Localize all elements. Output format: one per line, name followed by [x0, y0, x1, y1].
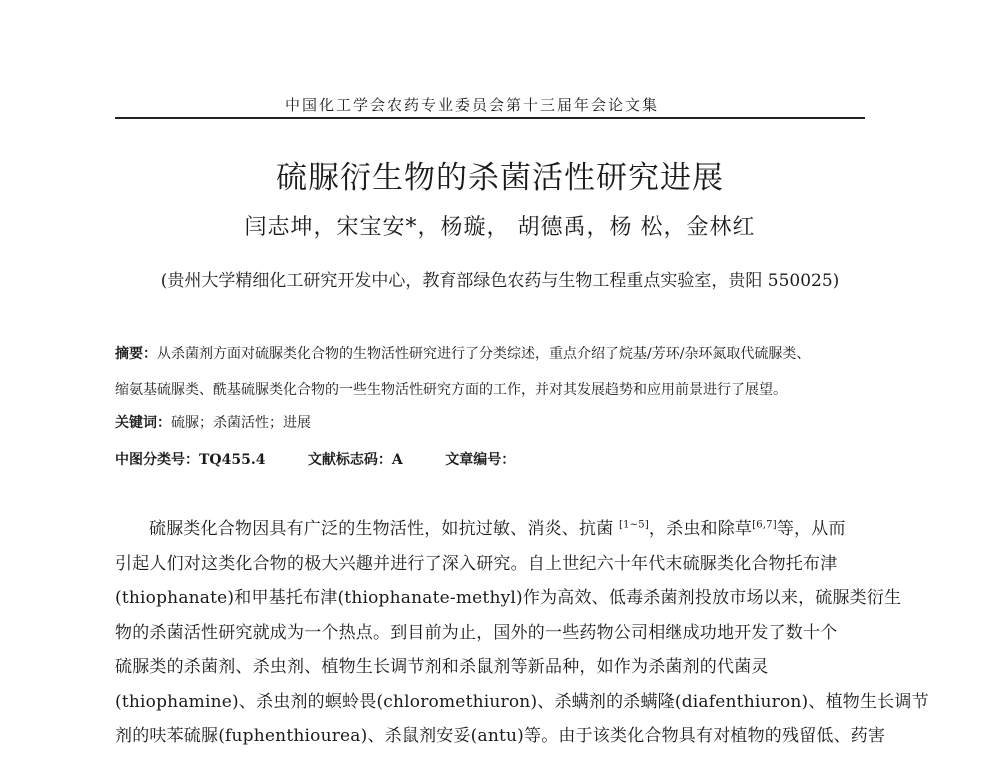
abstract-line-2: 缩氨基硫脲类、酰基硫脲类化合物的一些生物活性研究方面的工作，并对其发展趋势和应用前景进行了展望。 — [115, 382, 787, 398]
article-no-label: 文章编号： — [445, 452, 516, 468]
body-text-1c: 等，从而 — [776, 519, 846, 539]
body-text-1b: ，杀虫和除草 — [648, 519, 753, 539]
body-line-5: 硫脲类的杀菌剂、杀虫剂、植物生长调节剂和杀鼠剂等新品种，如作为杀菌剂的代菌灵 — [115, 657, 769, 677]
body-line-6: (thiophamine)、杀虫剂的螟蛉畏(chloromethiuron)、杀螨剂的杀螨隆(diafenthiuron)、植物生长调节 — [115, 692, 929, 712]
abstract-label: 摘要： — [115, 346, 157, 362]
body-line-4: 物的杀菌活性研究就成为一个热点。到目前为止，国外的一些药物公司相继成功地开发了数十个 — [115, 623, 838, 643]
clc-value: TQ455.4 — [199, 452, 266, 468]
body-line-3: (thiophanate)和甲基托布津(thiophanate-methyl)作为高效、低毒杀菌剂投放市场以来，硫脲类衍生 — [115, 588, 902, 608]
header-rule — [115, 117, 865, 119]
body-line-7: 剂的呋苯硫脲(fuphenthiourea)、杀鼠剂安妥(antu)等。由于该类化合物具有对植物的残留低、药害 — [115, 726, 886, 746]
abstract-line-1 — [115, 343, 810, 363]
citation-1: [1~5] — [619, 519, 649, 531]
body-line-1 — [149, 514, 846, 539]
clc-label: 中图分类号： — [115, 452, 199, 468]
keywords-value: 硫脲；杀菌活性；进展 — [171, 415, 311, 431]
body-line-2: 引起人们对这类化合物的极大兴趣并进行了深入研究。自上世纪六十年代末硫脲类化合物托布津 — [115, 554, 838, 574]
running-header: 中国化工学会农药专业委员会第十三届年会论文集 — [285, 96, 660, 114]
classification-line — [115, 449, 515, 469]
keywords-label: 关键词： — [115, 415, 171, 431]
authors: 闫志坤，宋宝安*，杨璇， 胡德禹，杨 松，金林红 — [244, 215, 756, 240]
paper-title: 硫脲衍生物的杀菌活性研究进展 — [276, 160, 724, 196]
abstract-text-1: 从杀菌剂方面对硫脲类化合物的生物活性研究进行了分类综述，重点介绍了烷基/芳环/杂环氮取代硫脲类、 — [157, 346, 811, 362]
body-text-1a: 硫脲类化合物因具有广泛的生物活性，如抗过敏、消炎、抗菌 — [149, 519, 620, 539]
affiliation: (贵州大学精细化工研究开发中心，教育部绿色农药与生物工程重点实验室，贵阳 550025) — [160, 271, 840, 291]
doc-code-value: A — [391, 452, 403, 468]
citation-2: [6,7] — [752, 519, 777, 531]
doc-code-label: 文献标志码： — [307, 452, 392, 468]
keywords-line — [115, 412, 311, 432]
